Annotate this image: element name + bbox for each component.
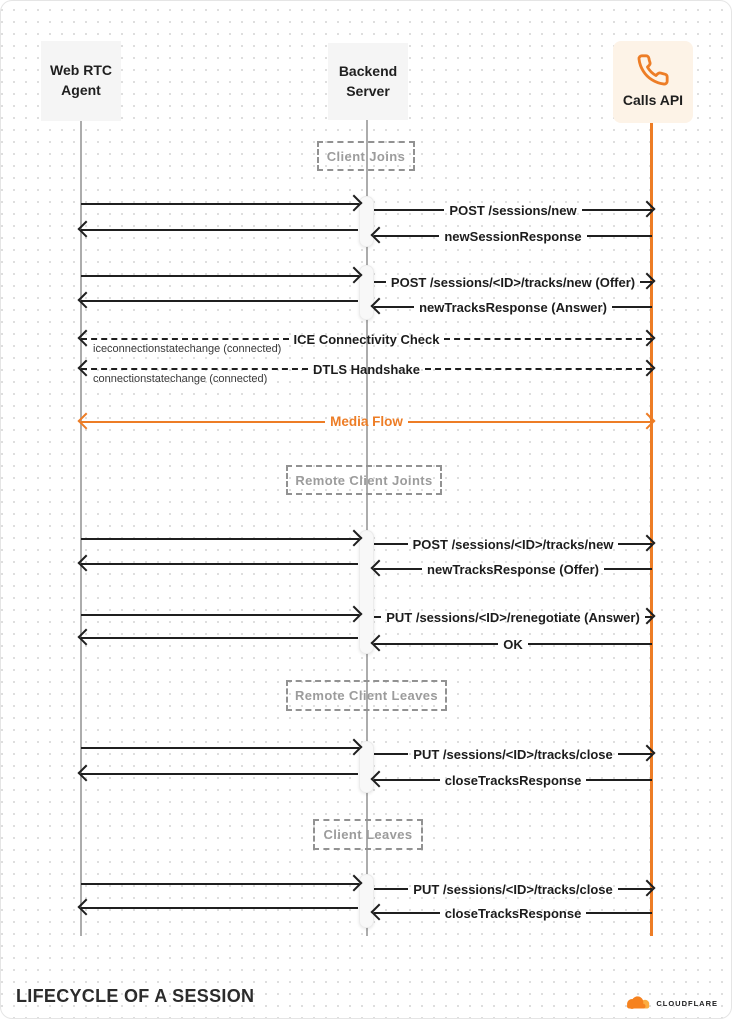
arrow-line [81, 203, 359, 205]
message-arrow-segment [374, 606, 652, 628]
arrow-line [528, 643, 652, 645]
message-label: POST /sessions/<ID>/tracks/new [412, 536, 614, 552]
message-label: PUT /sessions/<ID>/tracks/close [413, 881, 613, 897]
arrow-line [81, 747, 359, 749]
arrowhead-left-icon [78, 360, 95, 377]
arrow-line [81, 883, 359, 885]
message-arrow-segment [374, 199, 652, 221]
arrowhead-left-icon [78, 629, 95, 646]
arrow-line [586, 779, 652, 781]
arrow-line [81, 563, 358, 565]
group-label-text: Remote Client Joints [295, 472, 433, 488]
group-label-text: Remote Client Leaves [294, 688, 439, 703]
message-arrow-segment [374, 271, 652, 293]
event-sublabel: iceconnectionstatechange (connected) [93, 343, 282, 355]
arrow-line [81, 773, 358, 775]
message-arrow-segment [81, 763, 358, 785]
cloudflare-logo-icon [623, 995, 653, 1011]
arrowhead-left-icon [371, 227, 388, 244]
arrowhead-left-icon [371, 771, 388, 788]
arrow-line [374, 209, 444, 211]
arrowhead-left-icon [78, 765, 95, 782]
message-arrow-segment [81, 553, 358, 575]
message-arrow-segment [81, 290, 358, 312]
arrow-line [81, 368, 308, 370]
actor-label-line2: Server [346, 82, 390, 99]
message-arrow-segment [81, 265, 359, 287]
message-arrow-segment [81, 604, 359, 626]
message-arrow-segment [81, 627, 358, 649]
arrow-line [81, 338, 289, 340]
arrow-line [81, 538, 359, 540]
arrowhead-left-icon [371, 904, 388, 921]
message-label: POST /sessions/new [449, 202, 577, 218]
arrow-line [425, 368, 652, 370]
message-arrow-segment [374, 225, 652, 247]
message-label: POST /sessions/<ID>/tracks/new (Offer) [390, 274, 636, 290]
message-label: closeTracksResponse [444, 772, 582, 788]
activation-bar [359, 530, 374, 654]
arrow-line [587, 235, 652, 237]
arrow-line [81, 614, 359, 616]
message-arrow-segment [81, 873, 359, 895]
message-arrow-segment [81, 193, 359, 215]
arrow-line [374, 643, 498, 645]
arrow-line [81, 637, 358, 639]
message-label: DTLS Handshake [313, 361, 420, 377]
arrowhead-left-icon [371, 635, 388, 652]
message-label: newTracksResponse (Offer) [427, 561, 599, 577]
message-arrow-segment [374, 878, 652, 900]
message-label: PUT /sessions/<ID>/tracks/close [413, 746, 613, 762]
cloudflare-brand [623, 995, 718, 1011]
activation-bar [359, 741, 374, 793]
arrow-line [81, 421, 325, 423]
arrowhead-left-icon [78, 221, 95, 238]
arrow-line [586, 912, 652, 914]
arrow-line [81, 907, 358, 909]
message-arrow-segment [374, 902, 652, 924]
arrow-line [374, 281, 386, 283]
group-label-remote-client-leaves [286, 680, 447, 711]
group-label-remote-client-joints [286, 465, 442, 495]
event-sublabel: connectionstatechange (connected) [93, 373, 268, 385]
group-label-client-leaves [313, 819, 423, 850]
message-arrow-segment [374, 743, 652, 765]
arrowhead-left-icon [78, 413, 95, 430]
arrowhead-left-icon [78, 555, 95, 572]
arrow-line [374, 753, 408, 755]
arrow-line [374, 888, 408, 890]
message-label: newSessionResponse [444, 228, 582, 244]
arrowhead-left-icon [78, 899, 95, 916]
arrow-line [374, 616, 381, 618]
group-label-text: Client Joins [326, 148, 406, 164]
arrow-line [81, 300, 358, 302]
message-arrow-segment [374, 296, 652, 318]
arrow-line [604, 568, 652, 570]
message-arrow-segment [81, 528, 359, 550]
group-label-client-joins [317, 141, 415, 171]
message-arrow-segment [81, 897, 358, 919]
message-arrow-segment [81, 219, 358, 241]
message-label: newTracksResponse (Answer) [419, 299, 607, 315]
actor-webrtc-agent-box [41, 41, 121, 121]
message-arrow-segment [81, 411, 652, 433]
arrowhead-left-icon [78, 330, 95, 347]
actor-label-line1: Web RTC [50, 62, 112, 79]
message-label: Media Flow [330, 414, 403, 430]
actor-calls-api-box [613, 41, 693, 123]
arrowhead-left-icon [78, 292, 95, 309]
message-label: PUT /sessions/<ID>/renegotiate (Answer) [386, 609, 640, 625]
group-label-text: Client Leaves [323, 827, 413, 842]
arrow-line [81, 275, 359, 277]
arrow-line [444, 338, 652, 340]
actor-backend-server-box [328, 43, 408, 120]
actor-label-line2: Agent [61, 82, 101, 98]
diagram-title: LIFECYCLE OF A SESSION [16, 986, 255, 1006]
arrow-line [81, 229, 358, 231]
cloudflare-brand-text: CLOUDFLARE [656, 998, 718, 1008]
message-arrow-segment [374, 769, 652, 791]
message-arrow-segment [374, 558, 652, 580]
message-label: closeTracksResponse [444, 905, 582, 921]
message-label: OK [503, 636, 523, 652]
arrow-line [408, 421, 652, 423]
arrow-line [612, 306, 652, 308]
actor-label-line1: Backend [338, 62, 398, 79]
arrow-line [374, 543, 408, 545]
arrowhead-left-icon [371, 298, 388, 315]
message-arrow-segment [374, 533, 652, 555]
arrowhead-left-icon [371, 560, 388, 577]
message-arrow-segment [81, 737, 359, 759]
message-label: ICE Connectivity Check [293, 331, 440, 347]
actor-label-line1: Calls API [622, 92, 684, 109]
phone-icon [636, 53, 670, 87]
message-arrow-segment [374, 633, 652, 655]
